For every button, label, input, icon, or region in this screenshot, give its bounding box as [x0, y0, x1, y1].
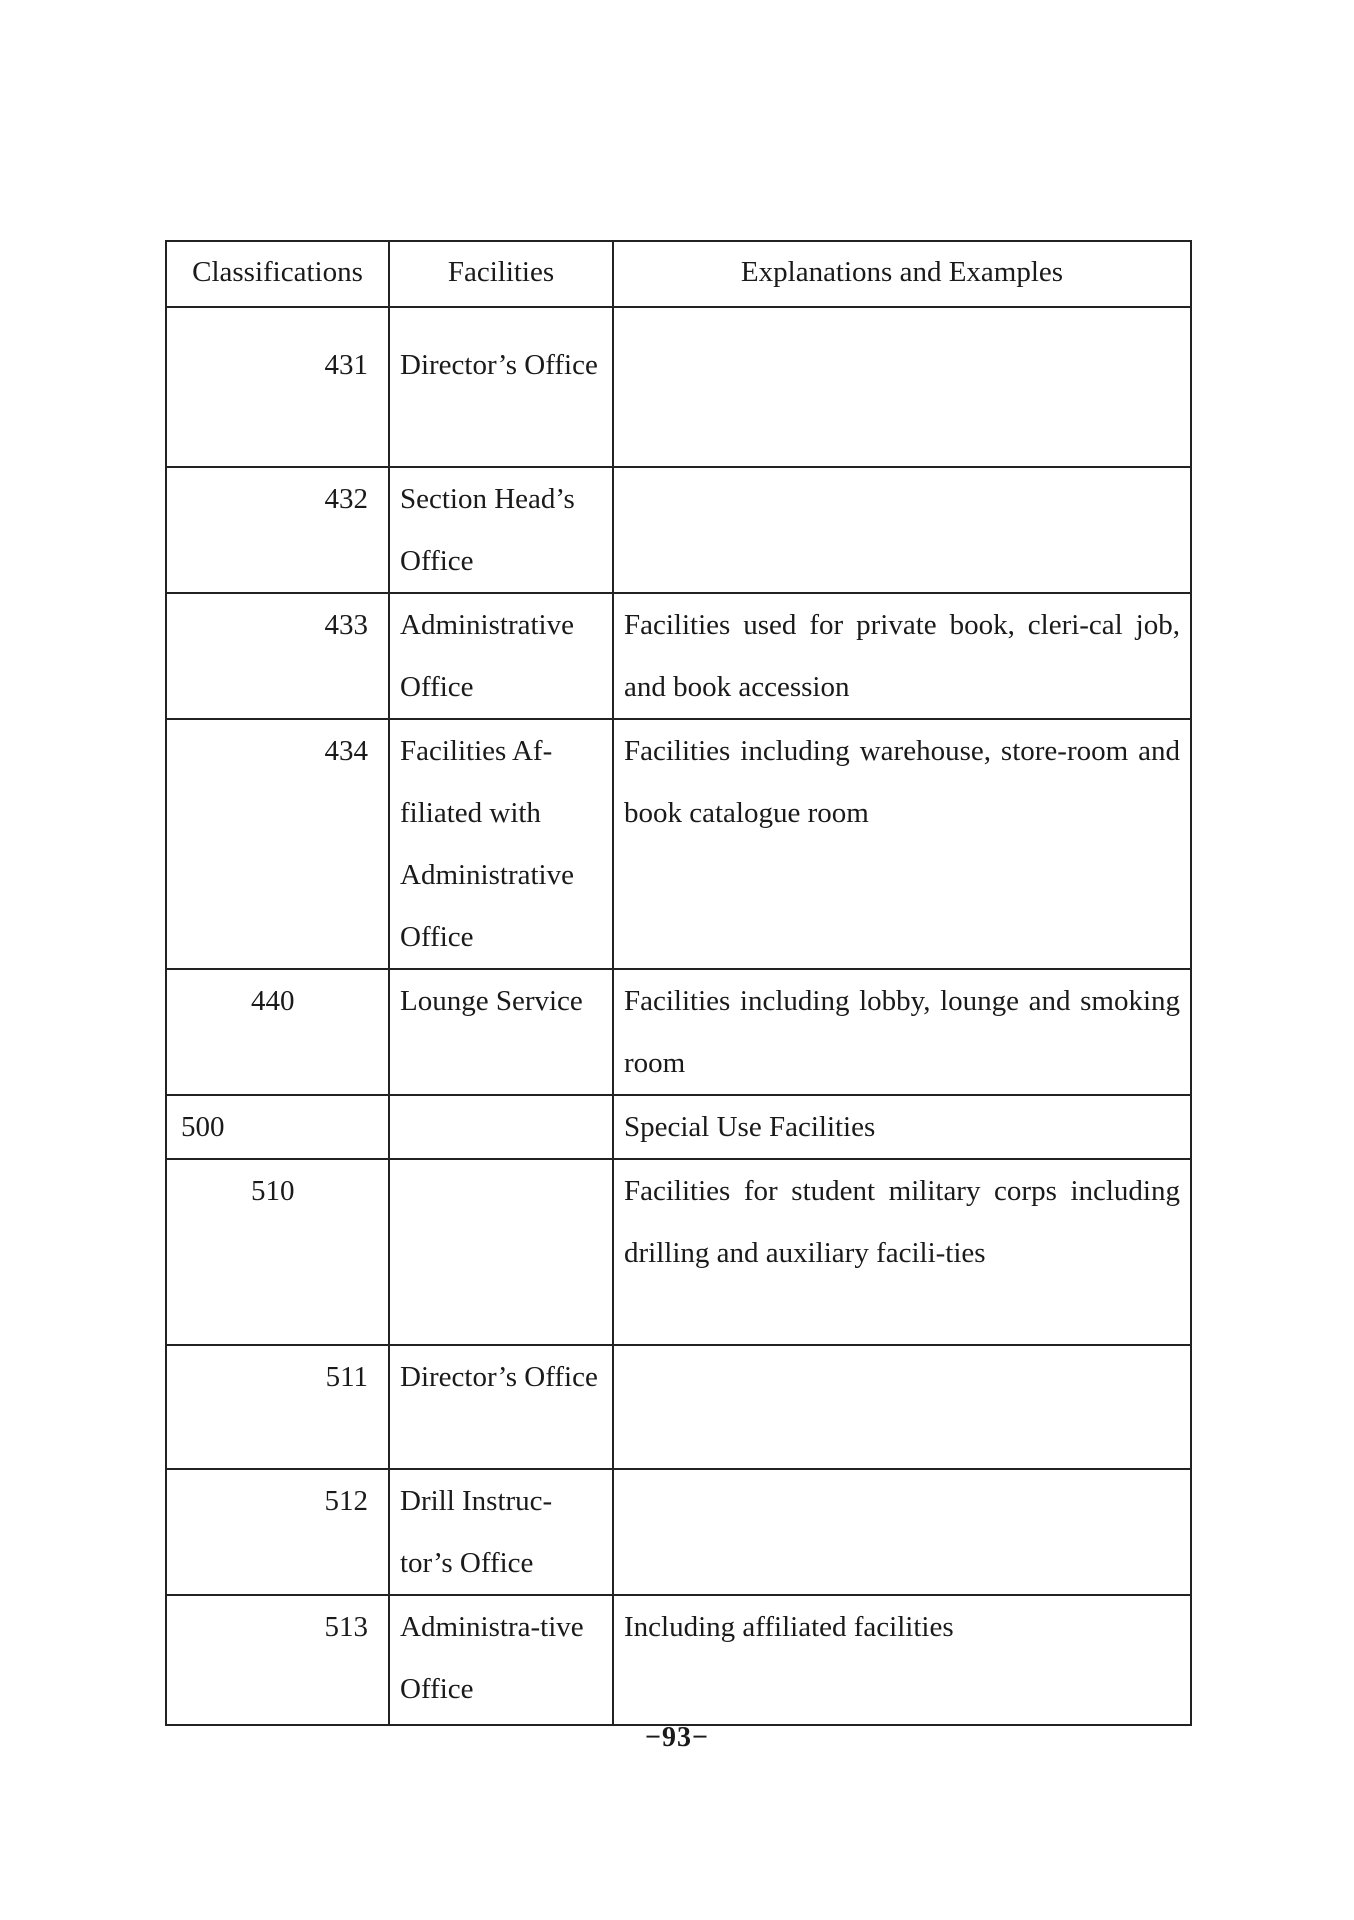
table-row	[166, 593, 1191, 719]
facility-explanation	[613, 1469, 1191, 1595]
header-classifications: Classifications	[166, 241, 389, 307]
classification-code: 500	[166, 1095, 389, 1159]
classification-code: 510	[166, 1159, 389, 1345]
facility-name: Director’s Office	[389, 307, 613, 467]
facility-explanation: Facilities including warehouse, store-room and book catalogue room	[613, 719, 1191, 969]
classification-code: 512	[166, 1469, 389, 1595]
header-facilities: Facilities	[389, 241, 613, 307]
facility-explanation	[613, 307, 1191, 467]
classification-code: 513	[166, 1595, 389, 1725]
facility-explanation: Including affiliated facilities	[613, 1595, 1191, 1725]
table-row	[166, 1345, 1191, 1469]
classification-code: 511	[166, 1345, 389, 1469]
facility-name: Facilities Af-filiated with Administrative Office	[389, 719, 613, 969]
facilities-classification-table	[165, 240, 1192, 1726]
table-row	[166, 1595, 1191, 1725]
facility-name	[389, 1159, 613, 1345]
facility-explanation: Facilities for student military corps including drilling and auxiliary facili-ties	[613, 1159, 1191, 1345]
facility-explanation: Special Use Facilities	[613, 1095, 1191, 1159]
table-header-row	[166, 241, 1191, 307]
classification-code: 434	[166, 719, 389, 969]
table-row	[166, 467, 1191, 593]
facility-name	[389, 1095, 613, 1159]
facility-name: Lounge Service	[389, 969, 613, 1095]
facility-name: Administrative Office	[389, 593, 613, 719]
facility-explanation	[613, 467, 1191, 593]
header-explanations: Explanations and Examples	[613, 241, 1191, 307]
classification-code: 432	[166, 467, 389, 593]
table-row	[166, 1095, 1191, 1159]
facility-explanation: Facilities including lobby, lounge and smoking room	[613, 969, 1191, 1095]
facility-explanation	[613, 1345, 1191, 1469]
facility-explanation: Facilities used for private book, cleri-cal job, and book accession	[613, 593, 1191, 719]
table-row	[166, 719, 1191, 969]
table-row	[166, 969, 1191, 1095]
facility-name: Drill Instruc-tor’s Office	[389, 1469, 613, 1595]
facility-name: Section Head’s Office	[389, 467, 613, 593]
table-row	[166, 1159, 1191, 1345]
table-row	[166, 1469, 1191, 1595]
page-number: −93−	[645, 1722, 709, 1753]
facility-name: Director’s Office	[389, 1345, 613, 1469]
table-row	[166, 307, 1191, 467]
classification-code: 433	[166, 593, 389, 719]
classification-code: 440	[166, 969, 389, 1095]
facility-name: Administra-tive Office	[389, 1595, 613, 1725]
classification-code: 431	[166, 307, 389, 467]
